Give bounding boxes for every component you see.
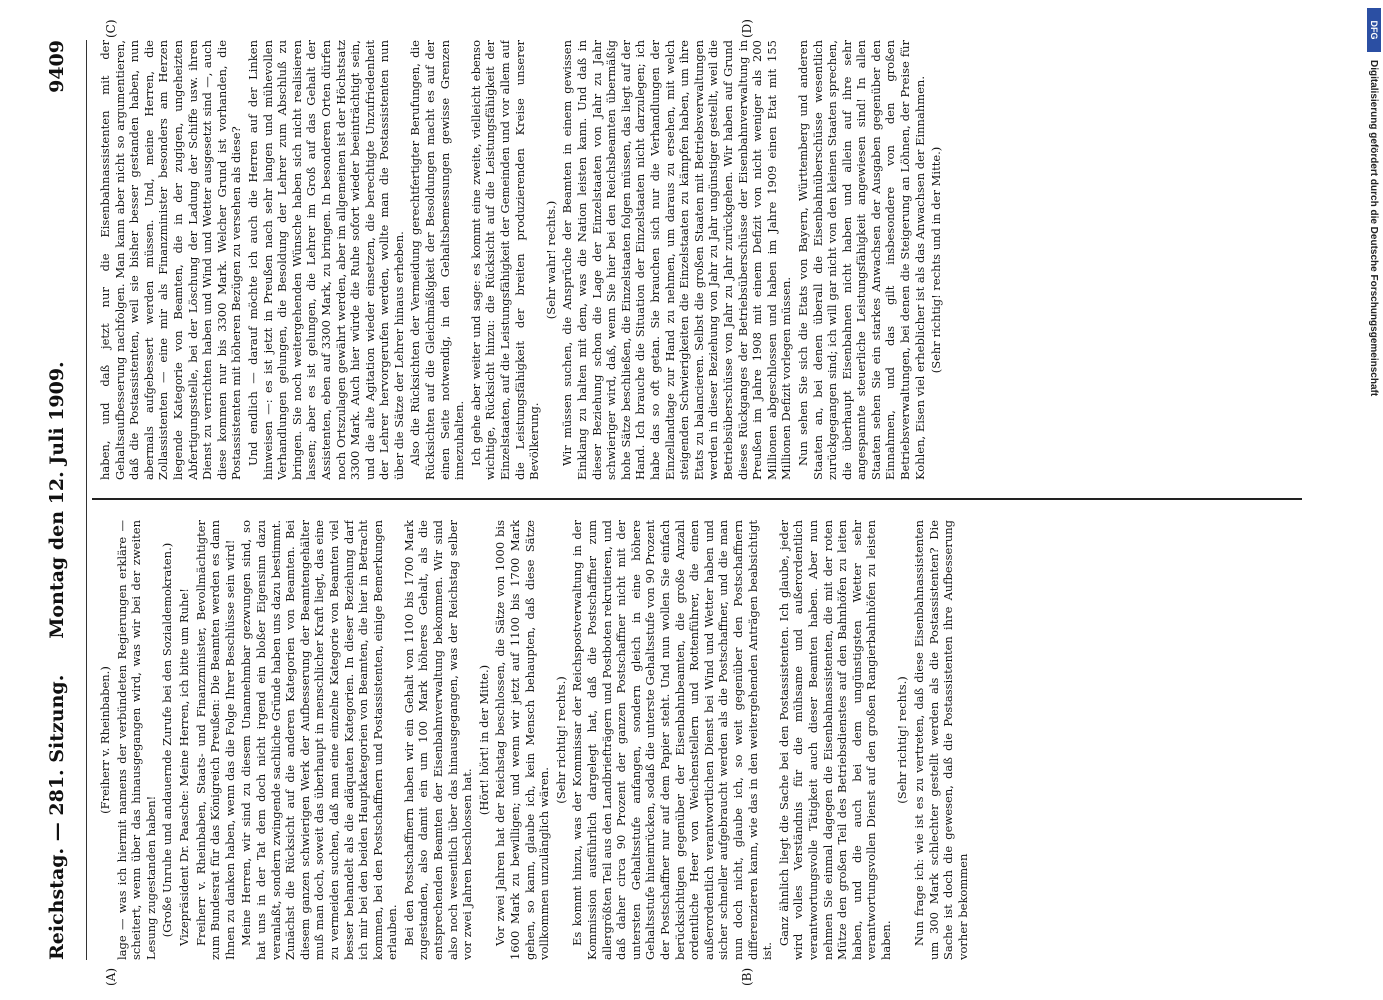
paragraph: (Freiherr v. Rheinbaben.)	[98, 666, 112, 814]
paragraph: Vor zwei Jahren hat der Reichstag beschlossen, die Sätze von 1000 bis 1600 Mark zu bewilligen; und wenn wir jetzt auf 1100 bis 1700 Mark gehen, so kann, glaube ich, kein Mensch behaupten, daß diese Sätze vollkommen unzulänglich wären.	[493, 520, 552, 960]
paragraph: Es kommt hinzu, was der Kommissar der Reichspostverwaltung in der Kommission ausführlich dargelegt hat, daß die Postschaffner zum allergrößten Teil aus den Landbriefträgern und Postboten rekrutieren, und daß daher circa 90 Prozent der ganzen Postschaffner nicht mit der untersten Gehaltsstufe anfangen, sondern gleich in eine höhere Gehaltsstufe hineinrücken, sodaß die unterste Gehaltsstufe von 90 Prozent der Postschaffner nur auf dem Papier steht. Und nun wollen Sie einfach berücksichtigen gegenüber der Eisenbahnbeamten, die große Anzahl ordentliche Heer von Weichenstellern und Rottenführer, die einen außerordentlich verantwortlichen Dienst bei Wind und Wetter haben und sicher schneller aufgebraucht werden als die Postschaffner, und die man nun doch nicht, glaube ich, so weit gegenüber den Postschaffnern differenzieren kann, wie das in den weitergehenden Anträgen beabsichtigt ist.	[570, 520, 775, 960]
column-divider	[92, 498, 1302, 500]
left-column	[98, 520, 1273, 960]
interjection: (Sehr richtig! rechts.)	[553, 676, 568, 804]
interjection: (Sehr wahr! rechts.)	[543, 200, 558, 320]
margin-marker-c: (C)	[104, 19, 118, 38]
header-page-number: 9409	[46, 40, 68, 93]
paragraph: Also die Rücksichten der Vermeidung gerechtfertigter Berufungen, die Rücksichten auf die Gleichmäßigkeit der Besoldungen macht es auf der einen Seite notwendig, in den Gehaltsbemessungen gewisse Grenzen innezuhalten.	[408, 40, 467, 480]
page-header	[40, 40, 80, 960]
digitization-credit	[1365, 60, 1379, 960]
margin-marker-a: (A)	[104, 967, 118, 986]
header-session: Reichstag. — 281. Sitzung.	[46, 674, 68, 960]
paragraph: Nun frage ich: wie ist es zu vertreten, daß diese Eisenbahnassistenten um 300 Mark schlechter gestellt werden als die Postassistenten? Die Sache ist doch die gewesen, daß die Postassistenten ihre Aufbesserung vorher bekommen	[912, 520, 970, 960]
paragraph: Nun sehen Sie sich die Etats von Bayern, Württemberg und anderen Staaten an, bei denen überall die Eisenbahnüberschüsse wesentlich zurückgegangen sind; ich will gar nicht von den kleinen Staaten sprechen, die überhaupt Eisenbahnen nicht haben und allein auf ihre sehr angespannte steuerliche Leistungsfähigkeit angewiesen sind! In allen Staaten sehen Sie ein starkes Anwachsen der Ausgaben gegenüber den Einnahmen, und das gilt insbesondere von den großen Betriebsverwaltungen, bei denen die Steigerung an Löhnen, der Preise für Kohlen, Eisen viel erheblicher ist als das Anwachsen der Einnahmen.	[795, 40, 927, 480]
dfg-logo	[1367, 8, 1381, 52]
paragraph: Vizepräsident Dr. Paasche: Meine Herren, ich bitte um Ruhe!	[176, 588, 191, 946]
header-date: Montag den 12. Juli 1909.	[46, 361, 68, 639]
paragraph: Ganz ähnlich liegt die Sache bei den Postassistenten. Ich glaube, jeder wird volles Verständnis für die mühsame und außerordentlich verantwortungsvolle Tätigkeit auch dieser Beamten haben. Aber nun nehmen Sie einmal dagegen die Eisenbahnassistenten, die mit der roten Mütze den großen Teil des Betriebsdienstes auf den Bahnhöfen zu leiten haben, und die auch bei dem ungünstigsten Wetter sehr verantwortungsvollen Dienst auf den großen Rangierbahnhöfen zu leisten haben.	[776, 520, 893, 960]
paragraph: Freiherr v. Rheinbaben, Staats- und Finanzminister, Bevollmächtigter zum Bundesrat für das Königreich Preußen: Die Beamten werden es dann Ihnen zu danken haben, wenn das die Folge Ihrer Beschlüsse sein wird!	[193, 520, 237, 960]
paragraph: Bei den Postschaffnern haben wir ein Gehalt von 1100 bis 1700 Mark zugestanden, also damit ein um 100 Mark höheres Gehalt, als die entsprechenden Beamten der Eisenbahnverwaltung bekommen. Wir sind also noch wesentlich über das hinausgegangen, was der Reichstag selber vor zwei Jahren beschlossen hat.	[401, 520, 475, 960]
interjection: (Große Unruhe und andauernde Zurufe bei den Sozialdemokraten.)	[160, 542, 175, 938]
paragraph: lage — was ich hiermit namens der verbündeten Regierungen erkläre — scheitert, wenn über das hinausgegangen wird, was wir bei der zweiten Lesung zugestanden haben!	[114, 520, 158, 960]
digitization-credit-text: Digitalisierung gefördert durch die Deutsche Forschungsgemeinschaft	[1368, 60, 1379, 397]
paragraph: Ich gehe aber weiter und sage: es kommt eine zweite, vielleicht ebenso wichtige, Rücksicht hinzu: die Rücksicht auf die Leistungsfähigkeit der Einzelstaaten, auf die Leistungsfähigkeit der Gemeinden und vor allem auf die Leistungsfähigkeit der breiten produzierenden Kreise unserer Bevölkerung.	[468, 40, 542, 480]
paragraph: Und endlich — darauf möchte ich auch die Herren auf der Linken hinweisen —: es ist jetzt in Preußen nach sehr langen und mühevollen Verhandlungen gelungen, die Besoldung der Lehrer zum Abschluß zu bringen. Sie noch weitergehenden Wünsche haben sich nicht realisieren lassen; aber es ist gelungen, die Lehrer im Groß auf das Gehalt der Assistenten, eben auf 3300 Mark, zu bringen. In besonderen Orten dürfen noch Ortszulagen gewährt werden, aber im allgemeinen ist der Höchstsatz 3300 Mark. Auch hier würde die Ruhe sofort wieder beeinträchtigt sein, und die alte Agitation wieder einsetzen, die berechtigte Unzufriedenheit der Lehrer hervorgerufen werden, wollte man die Postassistenten nun über die Sätze der Lehrer hinaus erheben.	[245, 40, 406, 480]
interjection: (Hört! hört! in der Mitte.)	[476, 664, 491, 816]
paragraph: Meine Herren, wir sind zu diesem Unannehmbar gezwungen sind, so hat uns in der Tat dem doch nicht irgend ein bloßer Eigensinn dazu veranlaßt, sondern zwingende sachliche Gründe haben uns dazu bestimmt. Zunächst die Rücksicht auf die anderen Kategorien von Beamten. Bei diesem ganzen schwierigen Werk der Aufbesserung der Beamtengehälter muß man doch, soweit das überhaupt in menschlicher Kraft liegt, das eine zu vermeiden suchen, daß man eine einzelne Kategorie von Beamten viel besser behandelt als die adäquaten Kategorien. In dieser Beziehung darf ich mir bei den beiden Hauptkategorien von Beamten, die hier in Betracht kommen, bei den Postschaffnern und Postassistenten, einige Bemerkungen erlauben.	[239, 520, 400, 960]
dfg-label: DFG	[1369, 20, 1379, 40]
margin-marker-d: (D)	[740, 19, 754, 38]
paragraph: haben, und daß jetzt nur die Eisenbahnassistenten mit der Gehaltsaufbesserung nachfolgen. Man kann aber nicht so argumentieren, daß die Postassistenten, weil sie bisher besser gestanden haben, nun abermals aufgebessert werden müssen. Und, meine Herren, die Zollassistenten — eine mir als Finanzminister besonders am Herzen liegende Kategorie von Beamten, die in der zugigen, ungeheizten Abfertigungsstelle, bei der Löschung der Ladung der Schiffe usw. ihren Dienst zu verrichten haben und Wind und Wetter ausgesetzt sind —, auch diese kommen nur bis 3300 Mark. Welcher Grund ist vorhanden, die Postassistenten mit höheren Bezügen zu versehen als diese?	[98, 40, 244, 480]
interjection: (Sehr richtig! rechts.)	[895, 676, 910, 804]
header-rule	[86, 40, 87, 960]
right-column	[98, 40, 1273, 480]
margin-marker-b: (B)	[740, 967, 754, 986]
paragraph: Wir müssen suchen, die Ansprüche der Beamten in einem gewissen Einklang zu halten mit dem, was die Nation leisten kann. Und daß in dieser Beziehung schon die Lage der Einzelstaaten von Jahr zu Jahr schwieriger wird, daß, wenn Sie hier bei den Reichsbeamten übermäßig hohe Sätze beschließen, die Einzelstaaten folgen müssen, das liegt auf der Hand. Ich brauche die Situation der Einzelstaaten nicht darzulegen; ich habe das so oft getan. Sie brauchen sich nur die Verhandlungen der Einzellandtage zur Hand zu nehmen, um daraus zu ersehen, mit welch steigenden Schwierigkeiten die Einzelstaaten zu kämpfen haben, um ihre Etats zu balancieren. Selbst die großen Staaten mit Betriebsverwaltungen werden in dieser Beziehung von Jahr zu Jahr ungünstiger gestellt, weil die Betriebsüberschüsse von Jahr zu Jahr zurückgehen. Wir haben auf Grund dieses Rückganges der Betriebsüberschüsse der Eisenbahnverwaltung in Preußen im Jahre 1908 mit einem Defizit von nicht weniger als 200 Millionen abgeschlossen und haben im Jahre 1909 einen Etat mit 155 Millionen Defizit vorlegen müssen.	[560, 40, 794, 480]
interjection: (Sehr richtig! rechts und in der Mitte.)	[929, 146, 944, 374]
